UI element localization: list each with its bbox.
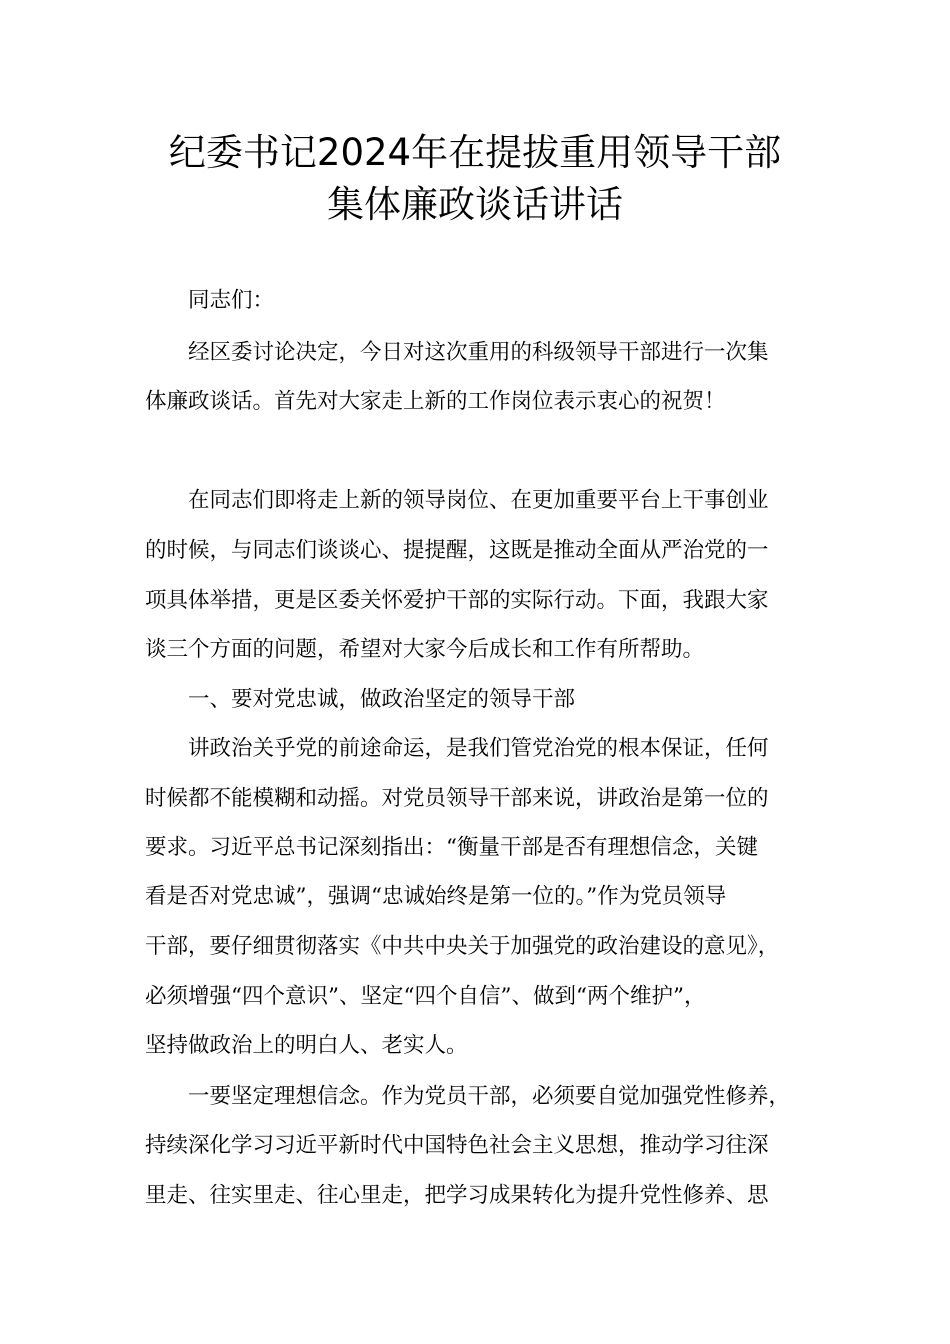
paragraph-line: 一要坚定理想信念。作为党员干部，必须要自觉加强党性修养， [145,1084,791,1109]
paragraph-line: 体廉政谈话。首先对大家走上新的工作岗位表示衷心的祝贺！ [145,389,726,414]
paragraph-line: 的时候，与同志们谈谈心、提提醒，这既是推动全面从严治党的一 [145,538,769,563]
title-line-1: 纪委书记2024年在提拔重用领导干部 [168,131,782,174]
paragraph-line: 要求。习近平总书记深刻指出：“衡量干部是否有理想信念，关键 [145,835,758,860]
paragraph-line: 同志们： [145,288,275,313]
paragraph-line: 必须增强“四个意识”、坚定“四个自信”、做到“两个维护”， [145,984,706,1009]
paragraph-line: 谈三个方面的问题，希望对大家今后成长和工作有所帮助。 [145,637,705,662]
paragraph-line: 里走、往实里走、往心里走，把学习成果转化为提升党性修养、思 [145,1183,769,1208]
paragraph-line: 讲政治关乎党的前途命运，是我们管党治党的根本保证，任何 [145,736,769,761]
paragraph-line: 时候都不能模糊和动摇。对党员领导干部来说，讲政治是第一位的 [145,786,769,811]
paragraph-line: 在同志们即将走上新的领导岗位、在更加重要平台上干事创业 [145,488,769,513]
paragraph-line: 干部，要仔细贯彻落实《中共中央关于加强党的政治建设的意见》， [145,934,780,959]
paragraph-line: 项具体举措，更是区委关怀爱护干部的实际行动。下面，我跟大家 [145,588,769,613]
section-heading: 一、要对党忠诚，做政治坚定的领导干部 [145,687,576,712]
title-line-2: 集体廉政谈话讲话 [327,183,623,226]
paragraph-line: 经区委讨论决定，今日对这次重用的科级领导干部进行一次集 [145,340,769,365]
paragraph-line: 持续深化学习习近平新时代中国特色社会主义思想，推动学习往深 [145,1133,769,1158]
paragraph-line: 看是否对党忠诚”，强调“忠诚始终是第一位的。”作为党员领导 [145,884,727,909]
paragraph-line: 坚持做政治上的明白人、老实人。 [145,1033,468,1058]
